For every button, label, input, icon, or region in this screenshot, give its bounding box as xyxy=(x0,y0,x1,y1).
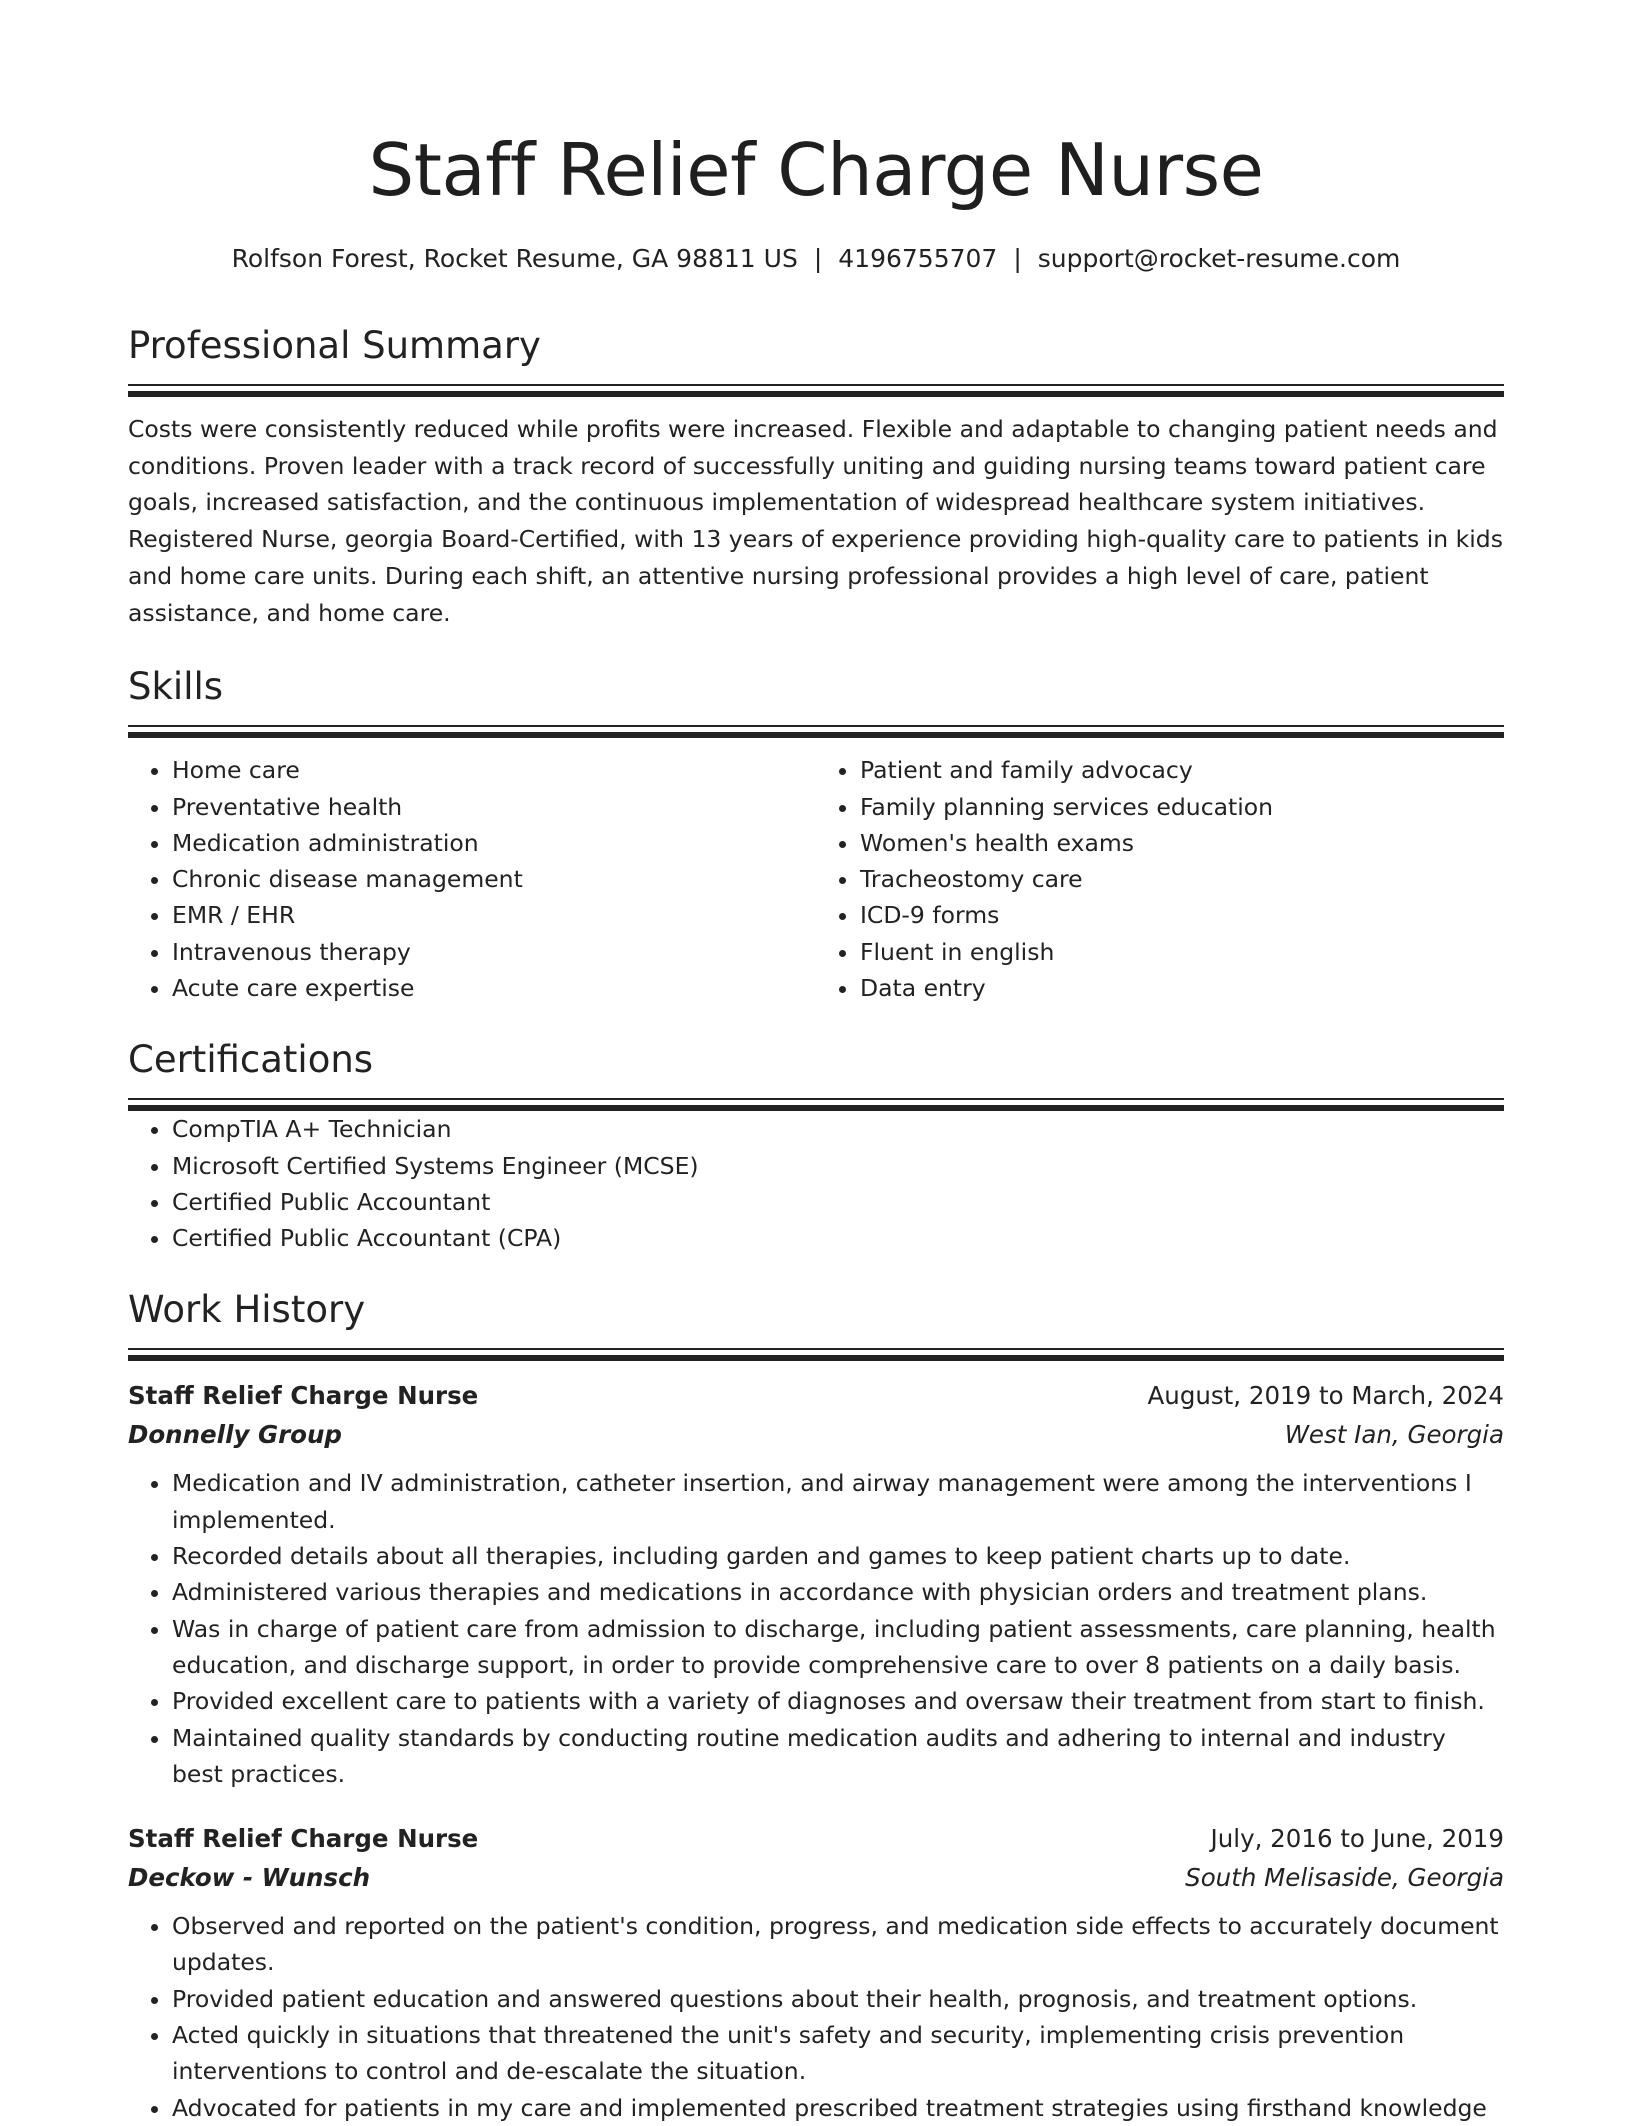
summary-section xyxy=(128,322,1504,631)
skills-columns xyxy=(128,752,1504,1006)
certification-item: • Microsoft Certified Systems Engineer (MCSE) xyxy=(172,1148,1504,1184)
job-duty-item: • Advocated for patients in my care and implemented prescribed treatment strategies using firsthand knowledge xyxy=(172,2090,1504,2126)
job-company-row xyxy=(128,1415,1504,1455)
skills-section xyxy=(128,663,1504,1006)
skill-item: • Tracheostomy care xyxy=(860,861,1504,897)
skill-item: • Data entry xyxy=(860,970,1504,1006)
skills-column-right xyxy=(816,752,1504,1006)
job-duties xyxy=(128,1908,1504,2126)
skill-item: • Home care xyxy=(172,752,816,788)
job-duties xyxy=(128,1465,1504,1792)
job-duty-item: • Acted quickly in situations that threatened the unit's safety and security, implementing crisis prevention interventions to control and de-escalate the situation. xyxy=(172,2017,1504,2090)
job-title: Staff Relief Charge Nurse xyxy=(128,1381,479,1411)
contact-phone: 4196755707 xyxy=(838,244,998,273)
job-company: Donnelly Group xyxy=(128,1420,342,1450)
section-divider xyxy=(128,391,1504,397)
skill-item: • Acute care expertise xyxy=(172,970,816,1006)
section-divider xyxy=(128,1348,1504,1350)
job-duty-item: • Medication and IV administration, catheter insertion, and airway management were among the interventions I implemented. xyxy=(172,1465,1504,1538)
job-title: Staff Relief Charge Nurse xyxy=(128,1824,479,1854)
skill-item: • Preventative health xyxy=(172,789,816,825)
job-duty-item: • Administered various therapies and medications in accordance with physician orders and treatment plans. xyxy=(172,1574,1504,1610)
skill-item: • Fluent in english xyxy=(860,934,1504,970)
section-heading-summary: Professional Summary xyxy=(128,324,541,367)
skill-item: • Women's health exams xyxy=(860,825,1504,861)
certification-item: • Certified Public Accountant (CPA) xyxy=(172,1220,1504,1256)
skill-item: • Medication administration xyxy=(172,825,816,861)
job-entry xyxy=(128,1820,1504,2126)
section-divider xyxy=(128,384,1504,386)
job-entry xyxy=(128,1377,1504,1792)
job-header-row xyxy=(128,1820,1504,1858)
certifications-section xyxy=(128,1036,1504,1256)
section-heading-work-history: Work History xyxy=(128,1288,366,1332)
certification-item: • Certified Public Accountant xyxy=(172,1184,1504,1220)
job-duty-item: • Provided patient education and answered questions about their health, prognosis, and treatment options. xyxy=(172,1981,1504,2017)
job-location: South Melisaside, Georgia xyxy=(1185,1863,1504,1893)
job-dates: August, 2019 to March, 2024 xyxy=(1147,1381,1504,1411)
section-divider xyxy=(128,732,1504,738)
skill-item: • Chronic disease management xyxy=(172,861,816,897)
skill-item: • Patient and family advocacy xyxy=(860,752,1504,788)
job-company: Deckow - Wunsch xyxy=(128,1863,371,1893)
section-divider xyxy=(128,1098,1504,1100)
page-title: Staff Relief Charge Nurse xyxy=(368,128,1264,212)
contact-email: support@rocket-resume.com xyxy=(1037,244,1401,273)
contact-separator: | xyxy=(813,244,823,273)
contact-separator: | xyxy=(1013,244,1022,273)
section-heading-skills: Skills xyxy=(128,665,224,709)
skill-item: • Intravenous therapy xyxy=(172,934,816,970)
certification-item: • CompTIA A+ Technician xyxy=(172,1111,1504,1147)
job-duty-item: • Was in charge of patient care from admission to discharge, including patient assessments, care planning, health education, and discharge support, in order to provide comprehensive care to over 8 patients on a daily basis. xyxy=(172,1611,1504,1684)
job-dates: July, 2016 to June, 2019 xyxy=(1210,1824,1504,1854)
job-duty-item: • Provided excellent care to patients with a variety of diagnoses and oversaw their treatment from start to finish. xyxy=(172,1683,1504,1719)
job-duty-item: • Observed and reported on the patient's condition, progress, and medication side effects to accurately document updates. xyxy=(172,1908,1504,1981)
job-company-row xyxy=(128,1858,1504,1898)
section-heading-certifications: Certifications xyxy=(128,1038,374,1082)
summary-text: Costs were consistently reduced while profits were increased. Flexible and adaptable to changing patient needs and conditions. Proven leader with a track record of successfully uniting and guiding nursing teams toward patient care goals, increased satisfaction, and the continuous implementation of widespread healthcare system initiatives. Registered Nurse, georgia Board-Certified, with 13 years of experience providing high-quality care to patients in kids and home care units. During each shift, an attentive nursing professional provides a high level of care, patient assistance, and home care. xyxy=(128,415,1503,627)
skill-item: • ICD-9 forms xyxy=(860,897,1504,933)
skills-column-left xyxy=(128,752,816,1006)
job-header-row xyxy=(128,1377,1504,1415)
skill-item: • EMR / EHR xyxy=(172,897,816,933)
job-duty-item: • Recorded details about all therapies, including garden and games to keep patient charts up to date. xyxy=(172,1538,1504,1574)
job-duty-item: • Maintained quality standards by conducting routine medication audits and adhering to internal and industry best practices. xyxy=(172,1720,1504,1793)
section-divider xyxy=(128,725,1504,727)
skill-item: • Family planning services education xyxy=(860,789,1504,825)
certification-list xyxy=(128,1111,1504,1256)
contact-address: Rolfson Forest, Rocket Resume, GA 98811 US xyxy=(231,244,798,273)
section-divider xyxy=(128,1355,1504,1361)
work-history-section xyxy=(128,1286,1504,2125)
job-location: West Ian, Georgia xyxy=(1284,1420,1504,1450)
contact-line xyxy=(128,242,1504,276)
